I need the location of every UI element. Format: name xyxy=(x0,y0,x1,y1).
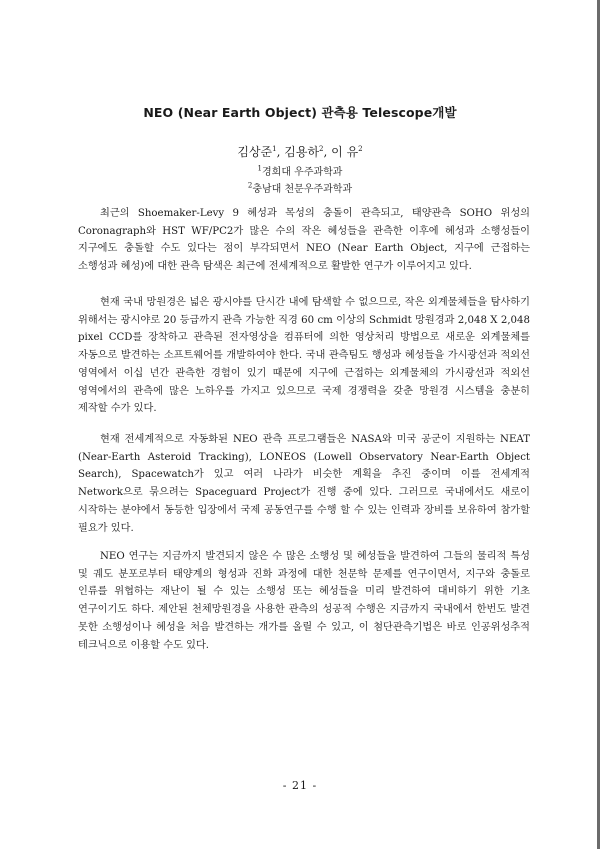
affiliation-mark: 2 xyxy=(247,181,253,190)
affiliation-text: 경희대 우주과학과 xyxy=(262,167,343,178)
body-paragraph: 현재 전세계적으로 자동화된 NEO 관측 프로그램들은 NASA와 미국 공군이 지원하는 NEAT (Near-Earth Asteroid Tracking), LONEOS (Lowell Observatory Near-Earth Object Search), Spacewatch가 있고 여러 나라가 비슷한 계획을 추진 중이며 이를 전세계적 Network으로 묶으려는 Spaceguard Project가 진행 중에 있다. 그러므로 국내에서도 새로이 시작하는 분야에서 동등한 입장에서 국제 공동연구를 수행 할 수 있는 인력과 장비를 보유하여 참가할 필요가 있다. xyxy=(78,434,530,534)
body-paragraph: 현재 국내 망원경은 넓은 광시야를 단시간 내에 탐색할 수 없으므로, 작은 외계물체들을 탐사하기 위해서는 광시야로 20 등급까지 관측 가능한 직경 60 cm 이상의 Schmidt 망원경과 2,048 X 2,048 pixel CCD를 장착하고 관측된 전자영상을 컴퓨터에 의한 영상처리 방법으로 새로운 외계물체를 자동으로 발견하는 소프트웨어를 개발하여야 한다. 국내 관측팀도 행성과 혜성들을 가시광선과 적외선 영역에서 이십 년간 관측한 경험이 있기 때문에 지구에 근접하는 외계물체의 가시광선과 적외선 영역에서의 관측에 많은 노하우를 가지고 있으므로 국제 경쟁력을 갖춘 망원경 시스템을 충분히 제작할 수가 있다. xyxy=(78,297,530,415)
author-affiliation-mark: 2 xyxy=(358,145,363,153)
author-affiliation-mark: 1 xyxy=(272,145,277,153)
page-number: - 21 - xyxy=(282,779,318,792)
author-affiliation-mark: 2 xyxy=(319,145,324,153)
author-list xyxy=(0,143,600,160)
affiliation-line xyxy=(0,180,600,195)
author-separator: , xyxy=(323,145,332,159)
affiliation-mark: 1 xyxy=(257,164,262,173)
body-paragraph: NEO 연구는 지금까지 발견되지 않은 수 많은 소행성 및 혜성들을 발견하여 그들의 물리적 특성 및 궤도 분포로부터 태양계의 형성과 진화 과정에 대한 천문학 문제를 연구이면서, 지구와 충돌로 인류를 위협하는 재난이 될 수 있는 소행성 또는 혜성들을 미리 발견하여 대비하기 위한 기초 연구이기도 하다. 제안된 천체망원경을 사용한 관측의 성공적 수행은 지금까지 국내에서 한번도 발견 못한 소행성이나 혜성을 처음 발견하는 개가를 올릴 수 있고, 이 첨단관측기법은 바로 인공위성추적 테크닉으로 이용할 수도 있다. xyxy=(78,551,530,651)
author-name: 김용하 xyxy=(284,145,320,159)
author-name: 김상준 xyxy=(237,145,273,159)
paper-title: NEO (Near Earth Object) 관측용 Telescope개발 xyxy=(143,105,457,120)
author-separator: , xyxy=(276,145,285,159)
body-paragraph: 최근의 Shoemaker-Levy 9 혜성과 목성의 충돌이 관측되고, 태양관측 SOHO 위성의 Coronagraph와 HST WF/PC2가 많은 수의 작은 혜성들을 관측한 이후에 혜성과 소행성들이 지구에도 충돌할 수도 있다는 점이 부각되면서 NEO (Near Earth Object, 지구에 근접하는 소행성과 혜성)에 대한 관측 탐색은 최근에 전세계적으로 활발한 연구가 이루어지고 있다. xyxy=(78,208,530,273)
author-name: 이 유 xyxy=(331,145,359,159)
affiliation-text: 충남대 천문우주과학과 xyxy=(252,184,353,195)
affiliation-line xyxy=(0,163,600,178)
